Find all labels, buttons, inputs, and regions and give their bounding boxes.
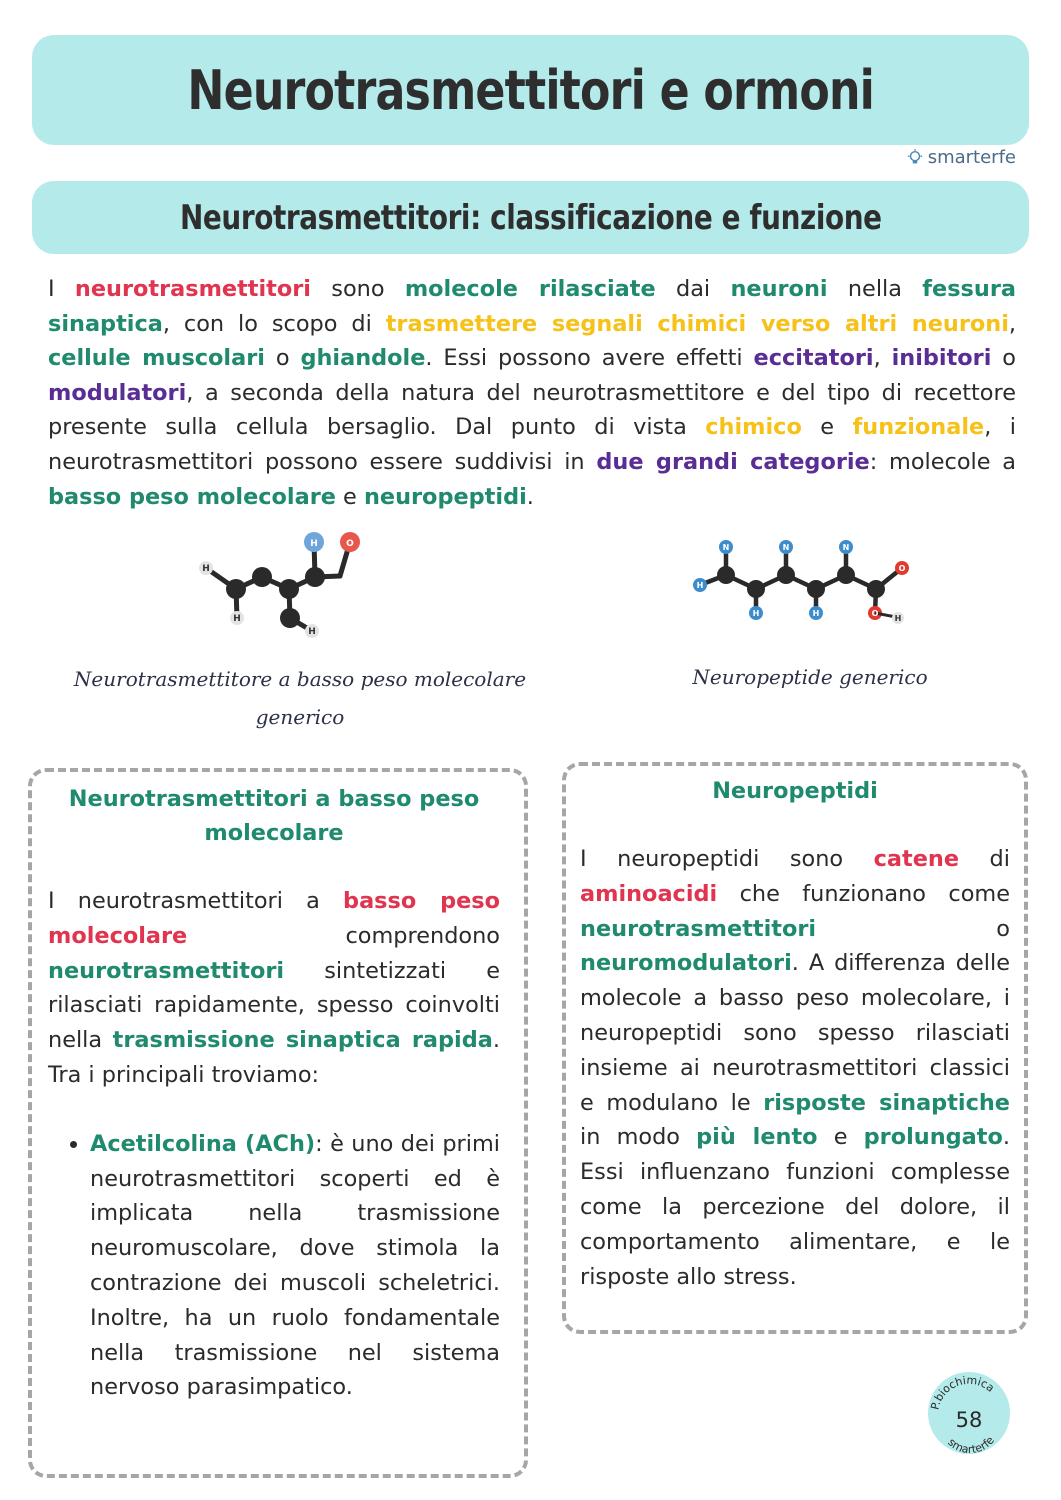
brand-logo xyxy=(906,147,1016,168)
highlight-text: trasmissione sinaptica rapida xyxy=(112,1027,493,1054)
highlight-text: basso peso molecolare xyxy=(48,483,336,510)
highlight-text: funzionale xyxy=(852,414,985,441)
body-text: . Essi possono avere effetti xyxy=(425,345,754,372)
body-text: che funzionano come xyxy=(717,880,1010,907)
neuropeptide-diagram xyxy=(686,533,916,628)
highlight-text: eccitatori xyxy=(753,345,874,372)
svg-text:H: H xyxy=(752,609,760,618)
body-text: e xyxy=(801,414,853,441)
page-title: Neurotrasmettitori e ormoni xyxy=(187,58,874,122)
svg-text:H: H xyxy=(202,564,210,574)
box-title: Neurotrasmettitori a basso peso molecolare xyxy=(68,786,480,846)
highlight-text: prolungato xyxy=(863,1124,1003,1151)
body-text: . A differenza delle molecole a basso peso molecolare, i neuropeptidi sono spesso rilasciati insieme ai neurotrasmettitori classici e modulano le xyxy=(580,950,1010,1116)
svg-text:H: H xyxy=(310,539,318,549)
svg-text:O: O xyxy=(898,564,906,573)
highlight-text: neurotrasmettitori xyxy=(48,957,285,984)
body-text: e xyxy=(335,483,364,510)
body-text: , xyxy=(873,345,892,372)
small-molecule-box xyxy=(28,768,528,1478)
section-title: Neurotrasmettitori: classificazione e funzione xyxy=(179,197,882,238)
body-text: , a seconda della natura del neurotrasmettitore e del tipo di recettore presente sulla cellula bersaglio. Dal punto di vista xyxy=(48,379,1016,441)
svg-text:N: N xyxy=(842,543,850,552)
highlight-text: inibitori xyxy=(891,345,992,372)
body-text: e xyxy=(817,1124,864,1151)
page-label: P.biochimica xyxy=(928,1373,997,1411)
highlight-text: risposte sinaptiche xyxy=(763,1089,1010,1116)
highlight-text: cellule muscolari xyxy=(48,345,265,372)
svg-text:smarterfe xyxy=(945,1434,997,1454)
body-text: in modo xyxy=(580,1124,697,1151)
highlight-text: neuropeptidi xyxy=(363,483,527,510)
box-paragraph xyxy=(48,884,500,1093)
svg-text:H: H xyxy=(812,609,820,618)
highlight-text: neurotrasmettitori xyxy=(74,276,311,302)
intro-paragraph xyxy=(48,272,1016,514)
svg-text:N: N xyxy=(722,543,730,552)
svg-text:H: H xyxy=(894,614,902,623)
svg-text:O: O xyxy=(871,609,879,618)
page-number: 58 xyxy=(955,1408,983,1432)
box-paragraph xyxy=(580,842,1010,1294)
small-molecule-diagram xyxy=(190,528,370,648)
page-brand: smarterfe xyxy=(945,1433,997,1454)
body-text: di xyxy=(959,846,1010,872)
box-title: Neuropeptidi xyxy=(712,778,878,804)
body-text: : è uno dei primi neurotrasmettitori scoperti ed è implicata nella trasmissione neuromuscolare, dove stimola la contrazione dei muscoli scheletrici. Inoltre, ha un ruolo fondamentale nella trasmissione nel sistema nervoso parasimpatico. xyxy=(90,1130,501,1401)
highlight-text: molecole rilasciate xyxy=(404,276,656,302)
body-text: comprendono xyxy=(187,922,500,949)
neurotransmitter-list xyxy=(48,1127,500,1405)
svg-text:H: H xyxy=(308,627,316,637)
body-text: , con lo scopo di xyxy=(162,310,386,337)
svg-text:O: O xyxy=(346,539,354,549)
highlight-text: modulatori xyxy=(48,379,187,406)
highlight-text: basso peso molecolare xyxy=(48,888,500,949)
highlight-text: Acetilcolina (ACh) xyxy=(90,1130,316,1157)
body-text: o xyxy=(991,345,1016,372)
body-text: I neuropeptidi sono xyxy=(580,846,874,872)
neuropeptide-box xyxy=(562,762,1028,1334)
body-text: . Essi influenzano funzioni complesse come la percezione del dolore, il comportamento alimentare, e le risposte allo stress. xyxy=(580,1124,1010,1290)
body-text: sintetizzati e rilasciati rapidamente, spesso coinvolti nella xyxy=(48,957,500,1054)
svg-text:N: N xyxy=(782,543,790,552)
svg-text:P.biochimica xyxy=(928,1374,996,1411)
subtitle-banner xyxy=(32,181,1029,254)
highlight-text: neurotrasmettitori xyxy=(580,915,817,942)
svg-text:H: H xyxy=(233,614,241,624)
page-number-badge xyxy=(928,1372,1010,1454)
body-text: I neurotrasmettitori a xyxy=(48,888,344,914)
highlight-text: neuroni xyxy=(730,276,828,302)
body-text: o xyxy=(816,915,1010,942)
body-text: o xyxy=(264,345,301,372)
highlight-text: catene xyxy=(873,846,960,872)
lightbulb-icon xyxy=(906,149,924,167)
caption-neuropeptide: Neuropeptide generico xyxy=(692,665,928,689)
highlight-text: più lento xyxy=(696,1124,818,1151)
svg-text:H: H xyxy=(696,581,704,590)
body-text: dai xyxy=(655,276,731,302)
brand-name: smarterfe xyxy=(927,147,1016,168)
list-item xyxy=(90,1127,500,1405)
body-text: , xyxy=(1008,310,1016,337)
body-text: . xyxy=(526,483,534,510)
highlight-text: fessura sinaptica xyxy=(48,276,1016,337)
body-text: : molecole a xyxy=(869,448,1016,475)
highlight-text: due grandi categorie xyxy=(596,448,870,475)
highlight-text: neuromodulatori xyxy=(580,950,792,977)
highlight-text: aminoacidi xyxy=(580,880,718,907)
body-text: . Tra i principali troviamo: xyxy=(48,1027,500,1088)
title-banner xyxy=(32,35,1029,145)
highlight-text: ghiandole xyxy=(300,345,426,372)
body-text: nella xyxy=(827,276,923,302)
body-text: sono xyxy=(310,276,405,302)
body-text: , i neurotrasmettitori possono essere suddivisi in xyxy=(48,414,1016,475)
body-text: I xyxy=(48,276,75,302)
highlight-text: trasmettere segnali chimici verso altri neuroni xyxy=(385,310,1009,337)
caption-small-molecule: Neurotrasmettitore a basso peso molecolare generico xyxy=(73,667,527,729)
highlight-text: chimico xyxy=(705,414,802,441)
